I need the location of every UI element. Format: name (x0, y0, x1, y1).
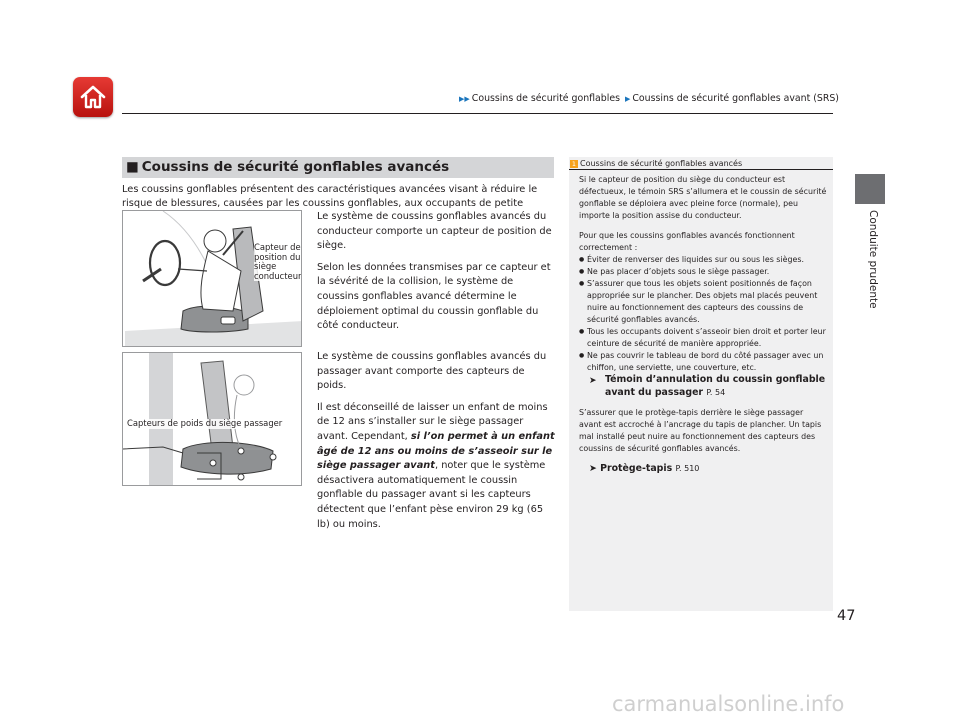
section-heading-text: Coussins de sécurité gonflables avancés (141, 159, 450, 175)
list-item: ● Ne pas couvrir le tableau de bord du côté passager avec un chiffon, une serviette, une couverture, etc. (579, 350, 827, 374)
chapter-tab-label[interactable]: Conduite prudente (867, 210, 879, 309)
passenger-text-column (317, 350, 555, 539)
intro-paragraph: Les coussins gonflables présentent des caractéristiques avancées visant à réduire le risque de blessures, causées par les coussins gonflables, aux occupants de petite (122, 184, 538, 209)
side-panel-paragraph-1: Si le capteur de position du siège du conducteur est défectueux, le témoin SRS s’allumera et le coussin de sécurité gonflable se déploiera avec pleine force (normale), peu importe la position assise du conducteur. (579, 175, 827, 220)
reference-arrow-icon: ➤ (589, 463, 597, 475)
section-heading (122, 157, 554, 178)
reference-link-floor-mat[interactable]: ➤ Protège-tapis P. 510 (589, 463, 700, 475)
breadcrumb-arrow-icon: ▶ (625, 95, 631, 103)
list-item: ● S’assurer que tous les objets soient positionnés de façon appropriée sur le plancher. Des objets mal placés peuvent nuire au fonctionnement des capteurs des coussins de sécurité gonflables avancés. (579, 278, 827, 326)
watermark: carmanualsonline.info (612, 692, 845, 716)
breadcrumb-item-1[interactable]: Coussins de sécurité gonflables (471, 93, 621, 104)
header-rule (122, 113, 833, 114)
home-button[interactable] (73, 77, 113, 117)
list-item: ● Éviter de renverser des liquides sur ou sous les sièges. (579, 254, 827, 266)
list-item: ● Tous les occupants doivent s’asseoir bien droit et porter leur ceinture de sécurité de manière appropriée. (579, 326, 827, 350)
driver-sensor-callout: Capteur de position du siège conducteur (254, 242, 302, 281)
breadcrumb-item-2[interactable]: Coussins de sécurité gonflables avant (SRS) (632, 93, 839, 104)
passenger-seat-illustration (122, 352, 302, 486)
driver-paragraph-1: Le système de coussins gonflables avancés du conducteur comporte un capteur de position de siège. (317, 211, 552, 252)
driver-text-column (317, 210, 555, 341)
side-panel-paragraph-2: Pour que les coussins gonflables avancés fonctionnent correctement : (579, 231, 795, 252)
passenger-sensor-callout: Capteurs de poids du siège passager (127, 418, 283, 428)
list-item: ● Ne pas placer d’objets sous le siège passager. (579, 266, 827, 278)
driver-paragraph-2: Selon les données transmises par ce capteur et la sévérité de la collision, le système de coussins gonflables avancé détermine le déploiement optimal du coussin gonflable du côté conducteur. (317, 261, 551, 332)
side-panel-rule (569, 169, 833, 170)
reference-link-passenger-airbag-off[interactable]: ➤ Témoin d’annulation du coussin gonflable avant du passager P. 54 (589, 374, 826, 398)
chapter-tab-marker[interactable] (855, 174, 885, 204)
side-panel-title: 1 Coussins de sécurité gonflables avancés (571, 159, 743, 168)
passenger-warning-emphasis: si l’on permet à un enfant âgé de 12 ans ou moins de s’asseoir sur le siège passager avant (317, 430, 555, 472)
precaution-list (579, 254, 827, 374)
breadcrumb-arrow-icon: ▶▶ (459, 95, 470, 103)
heading-square-icon: ■ (126, 159, 139, 175)
side-panel-paragraph-3: S’assurer que le protège-tapis derrière le siège passager avant est accroché à l’ancrage du tapis de plancher. Un tapis mal installé peut nuire au fonctionnement des capteurs des coussins de sécurité gonflables avancés. (579, 408, 822, 454)
note-number-icon: 1 (571, 160, 577, 168)
driver-seat-illustration (122, 210, 302, 347)
page-number: 47 (837, 608, 856, 624)
passenger-paragraph-1: Le système de coussins gonflables avancés du passager avant comporte des capteurs de poids. (317, 351, 547, 392)
breadcrumb (457, 93, 839, 104)
reference-arrow-icon: ➤ (589, 376, 597, 386)
side-panel-body (579, 174, 827, 475)
passenger-paragraph-2: Il est déconseillé de laisser un enfant de moins de 12 ans s’installer sur le siège passager avant. Cependant, si l’on permet à un enfant âgé de 12 ans ou moins de s’asseoir sur le siège passager avant, noter que le système désactivera automatiquement le coussin gonflable du passager avant si les capteurs détectent que l’enfant pèse environ 29 kg (65 lb) ou moins. (317, 401, 555, 530)
home-icon (78, 82, 108, 112)
